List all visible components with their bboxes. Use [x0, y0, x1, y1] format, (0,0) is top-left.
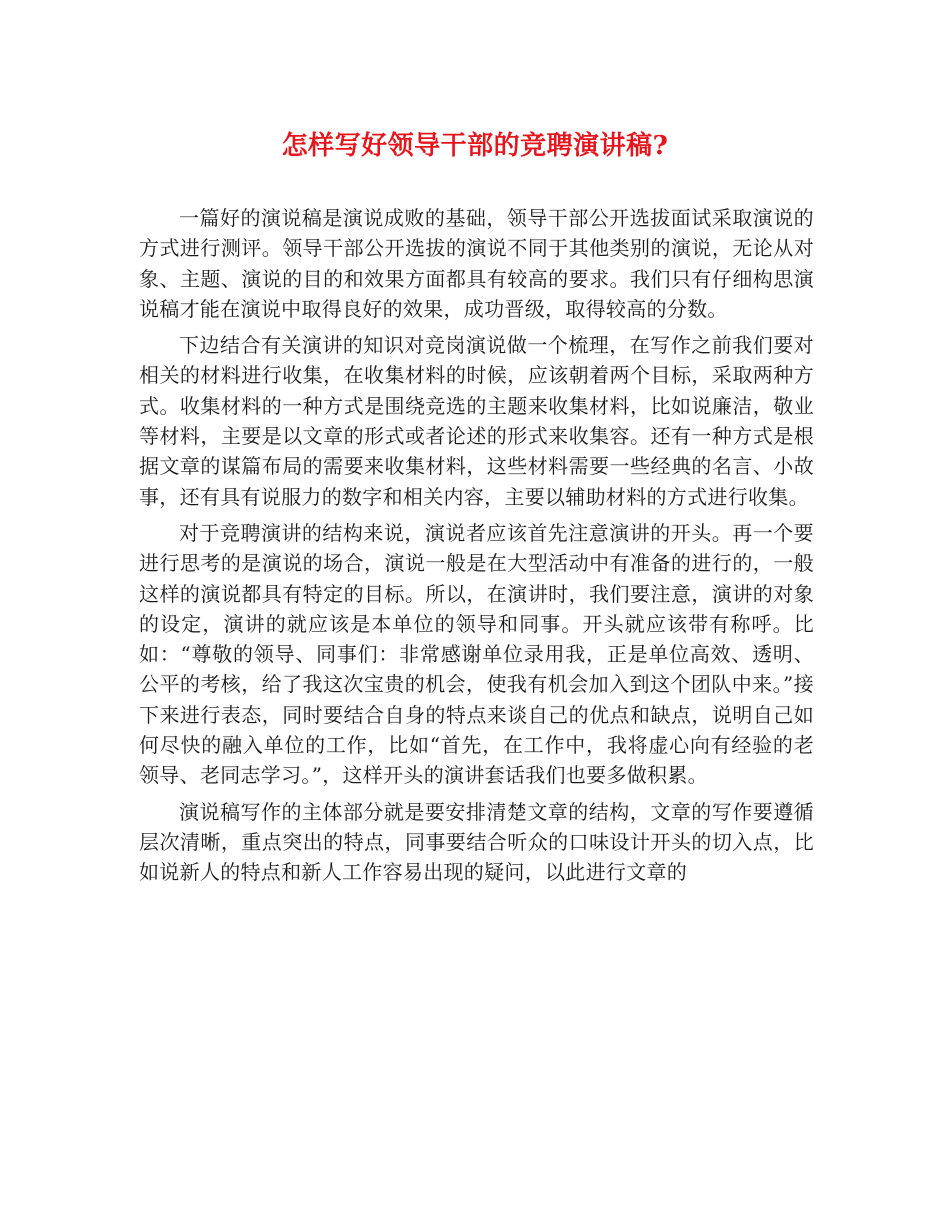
paragraph-4: 演说稿写作的主体部分就是要安排清楚文章的结构，文章的写作要遵循层次清晰，重点突出的特点，同事要结合听众的口味设计开头的切入点，比如说新人的特点和新人工作容易出现的疑问，以此进行文章的 — [139, 799, 814, 885]
document-title: 怎样写好领导干部的竞聘演讲稿? — [281, 131, 669, 161]
paragraph-1: 一篇好的演说稿是演说成败的基础，领导干部公开选拔面试采取演说的方式进行测评。领导干部公开选拔的演说不同于其他类别的演说，无论从对象、主题、演说的目的和效果方面都具有较高的要求。我们只有仔细构思演说稿才能在演说中取得良好的效果，成功晋级，取得较高的分数。 — [139, 206, 814, 321]
document-body — [139, 203, 814, 894]
paragraph-2: 下边结合有关演讲的知识对竞岗演说做一个梳理，在写作之前我们要对相关的材料进行收集，在收集材料的时候，应该朝着两个目标，采取两种方式。收集材料的一种方式是围绕竞选的主题来收集材料，比如说廉洁，敬业等材料，主要是以文章的形式或者论述的形式来收集容。还有一种方式是根据文章的谋篇布局的需要来收集材料，这些材料需要一些经典的名言、小故事，还有具有说服力的数字和相关内容，主要以辅助材料的方式进行收集。 — [139, 333, 814, 509]
paragraph-3: 对于竞聘演讲的结构来说，演说者应该首先注意演讲的开头。再一个要进行思考的是演说的场合，演说一般是在大型活动中有准备的进行的，一般这样的演说都具有特定的目标。所以，在演讲时，我们要注意，演讲的对象的设定，演讲的就应该是本单位的领导和同事。开头就应该带有称呼。比如：“尊敬的领导、同事们：非常感谢单位录用我，正是单位高效、透明、公平的考核，给了我这次宝贵的机会，使我有机会加入到这个团队中来。”接下来进行表态，同时要结合自身的特点来谈自己的优点和缺点，说明自己如何尽快的融入单位的工作，比如“首先，在工作中，我将虚心向有经验的老领导、老同志学习。”，这样开头的演讲套话我们也要多做积累。 — [139, 520, 814, 788]
